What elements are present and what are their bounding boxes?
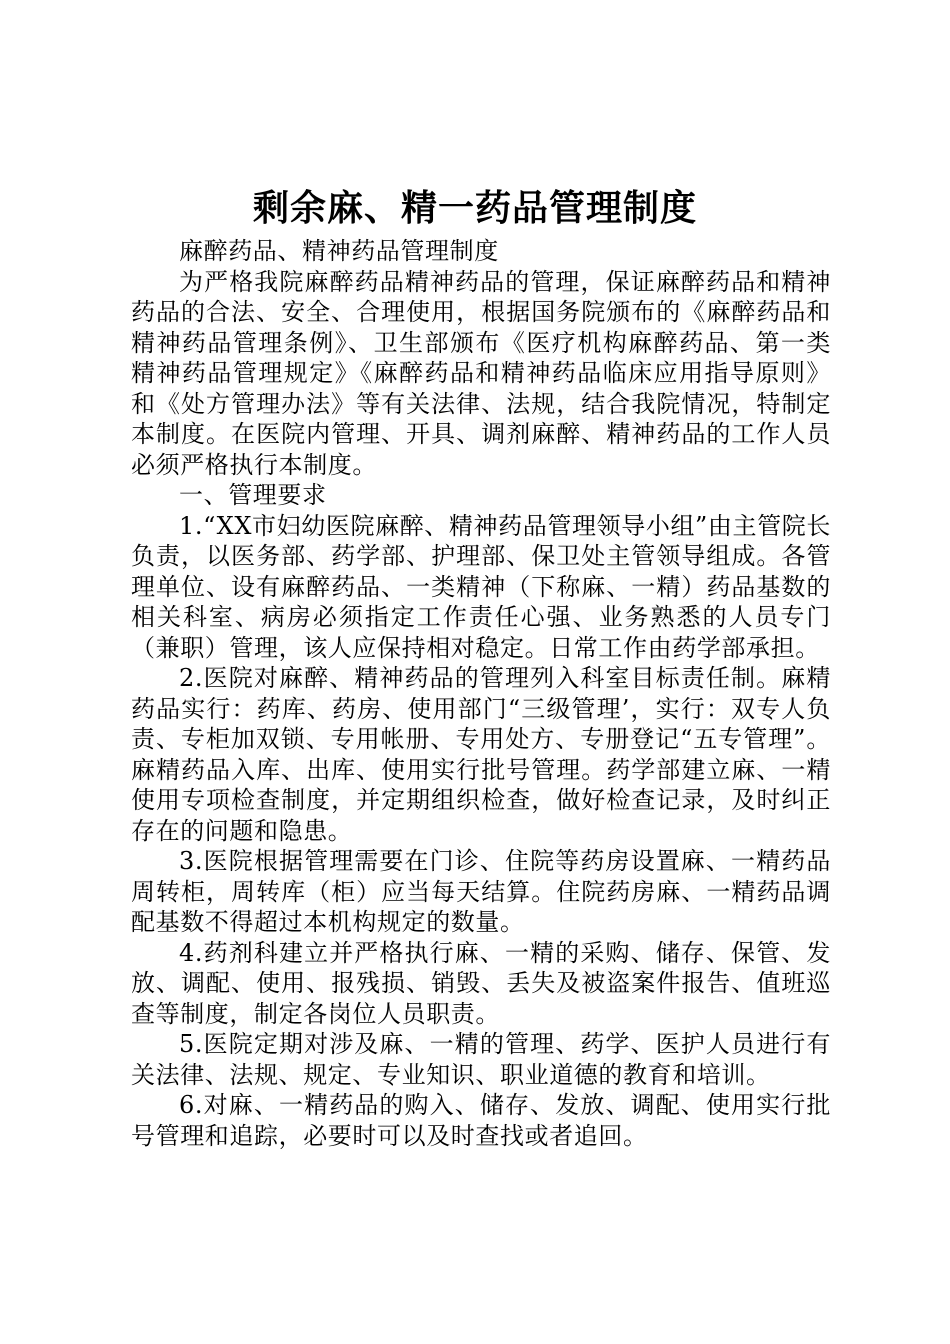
paragraph-intro: 为严格我院麻醉药品精神药品的管理，保证麻醉药品和精神药品的合法、安全、合理使用，根据国务院颁布的《麻醉药品和精神药品管理条例》、卫生部颁布《医疗机构麻醉药品、第一类精神药品管理规定》《麻醉药品和精神药品临床应用指导原则》和《处方管理办法》等有关法律、法规，结合我院情况，特制定本制度。在医院内管理、开具、调剂麻醉、精神药品的工作人员必须严格执行本制度。 bbox=[131, 267, 831, 479]
document-body bbox=[131, 236, 831, 1151]
section-heading-management-requirements: 一、管理要求 bbox=[179, 481, 327, 509]
paragraph-item-6: 6.对麻、一精药品的购入、储存、发放、调配、使用实行批号管理和追踪，必要时可以及时查找或者追回。 bbox=[131, 1091, 831, 1150]
document-title: 剩余麻、精一药品管理制度 bbox=[252, 187, 697, 229]
paragraph-item-5: 5.医院定期对涉及麻、一精的管理、药学、医护人员进行有关法律、法规、规定、专业知识、职业道德的教育和培训。 bbox=[131, 1030, 831, 1089]
paragraph-item-3: 3.医院根据管理需要在门诊、住院等药房设置麻、一精药品周转柜，周转库（柜）应当每天结算。住院药房麻、一精药品调配基数不得超过本机构规定的数量。 bbox=[131, 847, 831, 936]
paragraph-item-2: 2.医院对麻醉、精神药品的管理列入科室目标责任制。麻精药品实行：药库、药房、使用部门“三级管理’，实行：双专人负责、专柜加双锁、专用帐册、专用处方、专册登记“五专管理”。麻精药品入库、出库、使用实行批号管理。药学部建立麻、一精使用专项检查制度，并定期组织检查，做好检查记录，及时纠正存在的问题和隐患。 bbox=[131, 664, 831, 845]
paragraph-item-4: 4.药剂科建立并严格执行麻、一精的采购、储存、保管、发放、调配、使用、报残损、销毁、丢失及被盗案件报告、值班巡查等制度，制定各岗位人员职责。 bbox=[131, 938, 831, 1028]
paragraph-subtitle: 麻醉药品、精神药品管理制度 bbox=[179, 237, 499, 265]
paragraph-item-1: 1.“XX市妇幼医院麻醉、精神药品管理领导小组”由主管院长负责，以医务部、药学部、护理部、保卫处主管领导组成。各管理单位、设有麻醉药品、一类精神（下称麻、一精）药品基数的相关科室、病房必须指定工作责任心强、业务熟悉的人员专门（兼职）管理，该人应保持相对稳定。日常工作由药学部承担。 bbox=[131, 511, 831, 662]
